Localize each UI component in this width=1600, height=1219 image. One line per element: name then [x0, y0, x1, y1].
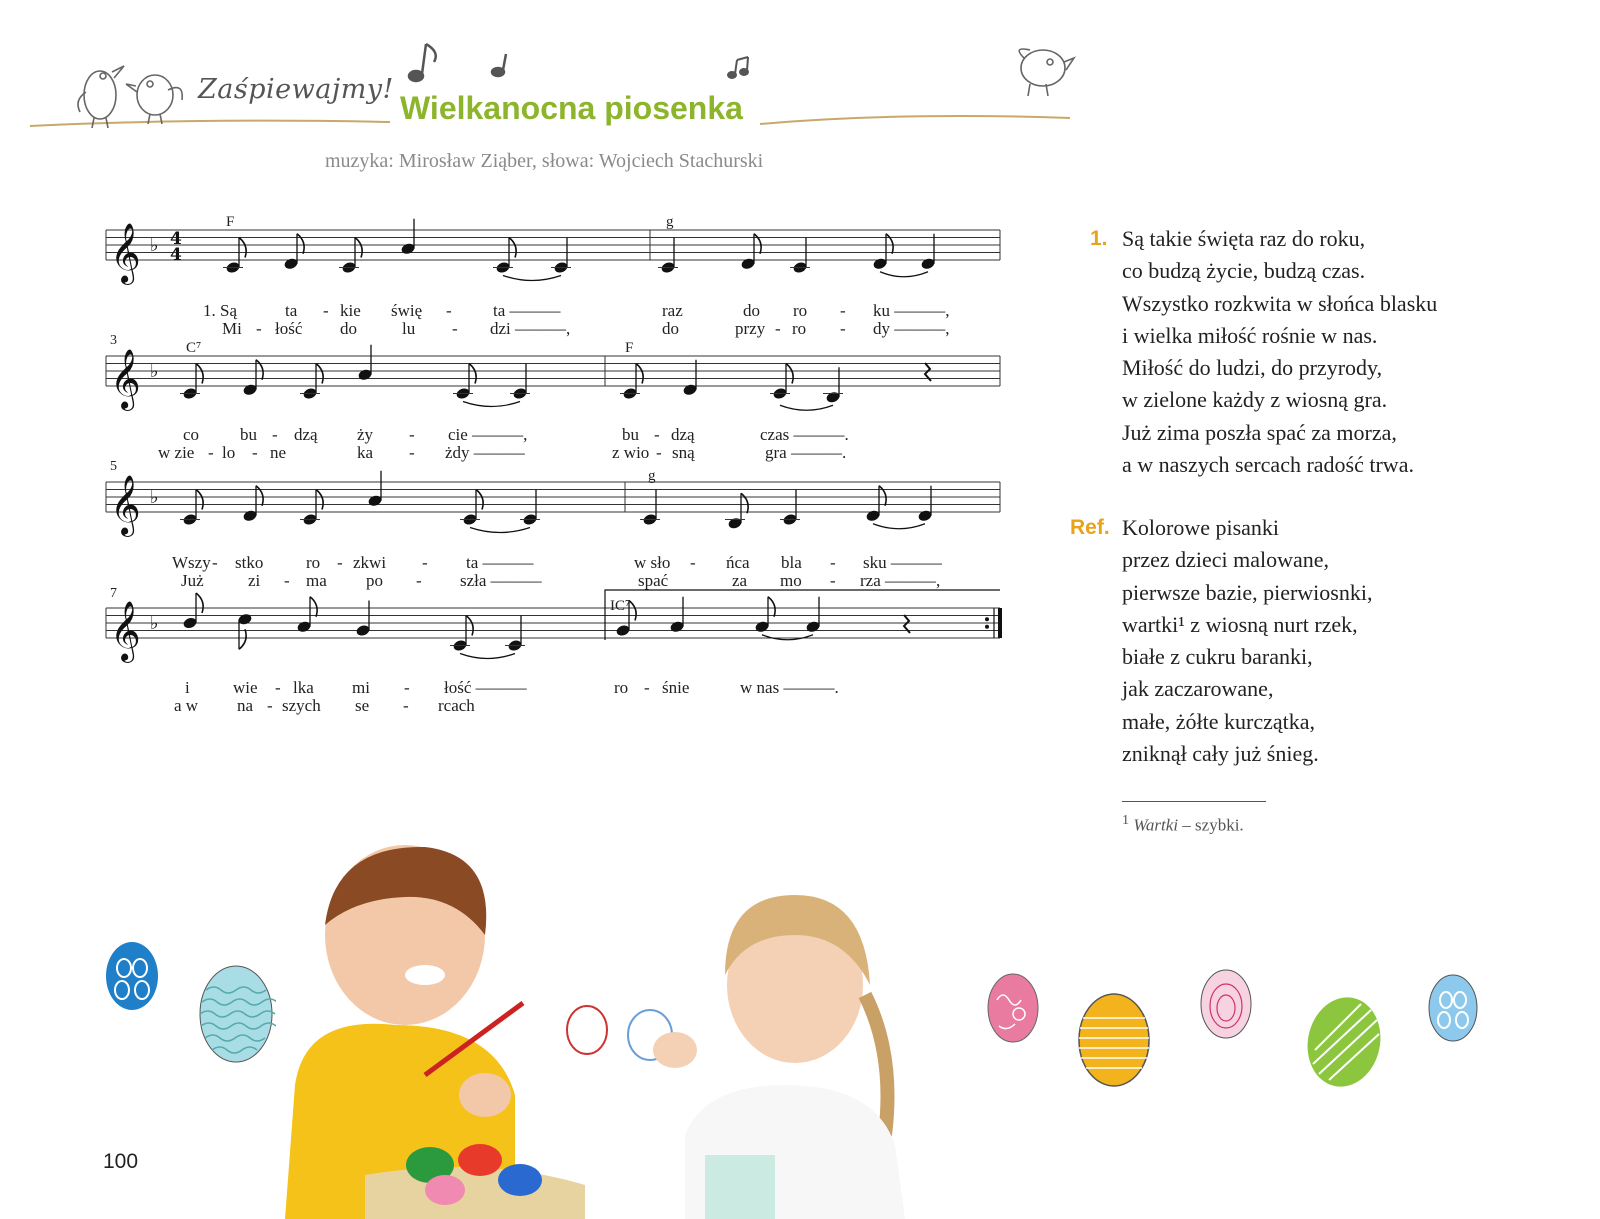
lyric-syllable: zkwi: [353, 553, 387, 572]
tie: [460, 654, 515, 659]
lyric-syllable: spać: [638, 571, 669, 590]
lyric-syllable: -: [452, 319, 458, 338]
lyric-syllable: -: [656, 443, 662, 462]
chord-symbol: F: [625, 340, 634, 356]
bird-doodle-icon: [1019, 49, 1074, 96]
lyric-syllable: stko: [235, 553, 264, 572]
lyric-syllable: -: [422, 553, 428, 572]
lyric-syllable: ro: [792, 319, 807, 338]
lyric-syllable: -: [409, 443, 415, 462]
easter-egg-turquoise-icon: [196, 960, 276, 1064]
song-title: Wielkanocna piosenka: [400, 90, 743, 126]
lyric-syllable: -: [208, 443, 214, 462]
verse-number: 1.: [1090, 227, 1108, 250]
verse-line: małe, żółte kurczątka,: [1122, 708, 1316, 734]
tie: [762, 635, 813, 640]
easter-egg-blue-icon: [104, 938, 160, 1012]
bar-number: 3: [110, 333, 117, 348]
treble-clef-icon: 𝄞: [110, 349, 141, 409]
lyric-syllable: czas ———.: [760, 425, 849, 444]
note-flag: [196, 490, 203, 510]
music-score: [0, 0, 1010, 720]
note-flag: [239, 238, 246, 258]
lyric-syllable: ro: [614, 678, 629, 697]
lyric-syllable: dzą: [671, 425, 695, 444]
lyric-syllable: ta ———: [466, 553, 534, 572]
tie: [880, 272, 928, 277]
lyric-syllable: dzi ———,: [490, 319, 571, 338]
easter-egg-lightblue-icon: [1426, 970, 1480, 1044]
lyric-syllable: do: [743, 301, 760, 320]
note-flag: [316, 364, 323, 384]
flat-sign-icon: ♭: [150, 486, 159, 508]
easter-egg-pink-icon: [985, 970, 1041, 1044]
note-flag: [355, 238, 362, 258]
repeat-dot: [985, 625, 989, 629]
lyric-syllable: -: [840, 301, 846, 320]
lyric-syllable: mo: [780, 571, 802, 590]
note-flag: [879, 486, 886, 506]
lyric-syllable: łość ———: [444, 678, 527, 697]
lyric-syllable: gra ———.: [765, 443, 847, 462]
tie: [463, 402, 520, 407]
lyric-syllable: -: [409, 425, 415, 444]
lyric-syllable: łość: [275, 319, 303, 338]
time-signature: 4: [170, 229, 182, 249]
refrain: [1122, 512, 1372, 770]
verse-line: jak zaczarowane,: [1122, 676, 1274, 702]
lyric-syllable: ży: [357, 425, 374, 444]
lyric-syllable: -: [775, 319, 781, 338]
lyric-syllable: sną: [672, 443, 695, 462]
lyric-syllable: a w: [174, 696, 199, 715]
tie: [503, 276, 561, 281]
lyric-syllable: żdy ———: [445, 443, 525, 462]
lyric-syllable: -: [416, 571, 422, 590]
verse-line: wartki¹ z wiosną nurt rzek,: [1122, 611, 1358, 637]
note-flag: [196, 593, 203, 613]
lyric-syllable: -: [690, 553, 696, 572]
lyric-syllable: ńca: [726, 553, 750, 572]
verse-line: zniknął cały już śnieg.: [1122, 741, 1319, 767]
lyric-syllable: zi: [248, 571, 261, 590]
chord-symbol: F: [226, 214, 235, 230]
lyric-syllable: -: [830, 571, 836, 590]
lyric-syllable: na: [237, 696, 254, 715]
verse-line: przez dzieci malowane,: [1122, 547, 1330, 573]
treble-clef-icon: 𝄞: [110, 223, 141, 283]
note-flag: [466, 616, 473, 636]
note-flag: [196, 364, 203, 384]
note-flag: [310, 597, 317, 617]
note-flag: [754, 234, 761, 254]
easter-egg-yellow-icon: [1075, 988, 1153, 1090]
lyric-syllable: -: [275, 678, 281, 697]
lyric-syllable: ne: [270, 443, 287, 462]
lyric-syllable: ku ———,: [873, 301, 950, 320]
verse-line: co budzą życie, budzą czas.: [1122, 258, 1366, 284]
lyric-syllable: kie: [340, 301, 361, 320]
lyric-syllable: ta: [285, 301, 298, 320]
lyric-syllable: dzą: [294, 425, 318, 444]
footnote-term: Wartki: [1133, 815, 1179, 835]
verse-1: [1122, 223, 1437, 481]
treble-clef-icon: 𝄞: [110, 475, 141, 535]
lyric-syllable: Mi: [222, 319, 242, 338]
lyric-syllable: -: [404, 678, 410, 697]
lyric-syllable: raz: [662, 301, 683, 320]
lyric-syllable: -: [654, 425, 660, 444]
verse-line: w zielone każdy z wiosną gra.: [1122, 387, 1388, 413]
repeat-dot: [985, 617, 989, 621]
footnote-divider: [1122, 801, 1266, 802]
lyric-syllable: lu: [402, 319, 416, 338]
note-flag: [239, 629, 246, 649]
verse-line: Miłość do ludzi, do przyrody,: [1122, 355, 1383, 381]
verse-line: Kolorowe pisanki: [1122, 515, 1280, 540]
lyric-syllable: co: [183, 425, 200, 444]
lyric-syllable: wie: [233, 678, 258, 697]
chord-symbol: C⁷: [186, 340, 202, 356]
lyric-syllable: -: [256, 319, 262, 338]
verse-line: białe z cukru baranki,: [1122, 644, 1313, 670]
note-flag: [316, 490, 323, 510]
lyric-syllable: do: [662, 319, 679, 338]
tie: [780, 405, 833, 410]
note-flag: [741, 493, 748, 513]
children-painting-eggs-photo: [285, 835, 925, 1219]
note-flag: [636, 364, 643, 384]
time-signature: 4: [170, 245, 182, 265]
verse-line: a w naszych sercach radość trwa.: [1122, 452, 1414, 478]
lyric-syllable: mi: [352, 678, 370, 697]
lyric-syllable: -: [284, 571, 290, 590]
chord-symbol: IC⁷: [610, 598, 631, 614]
note-flag: [476, 490, 483, 510]
chord-symbol: g: [666, 214, 674, 230]
note-flag: [256, 486, 263, 506]
lyric-syllable: -: [644, 678, 650, 697]
refrain-label: Ref.: [1070, 516, 1110, 539]
lyric-syllable: Już: [181, 571, 204, 590]
note-flag: [786, 364, 793, 384]
lyric-syllable: -: [252, 443, 258, 462]
lyric-syllable: i: [185, 678, 190, 697]
lyric-syllable: dy ———,: [873, 319, 950, 338]
lyric-syllable: sku ———: [863, 553, 942, 572]
lyric-syllable: -: [337, 553, 343, 572]
lyric-syllable: bu: [240, 425, 257, 444]
lyric-syllable: -: [212, 553, 218, 572]
lyric-syllable: w sło: [634, 553, 671, 572]
lyric-syllable: -: [840, 319, 846, 338]
verse-line: Są takie święta raz do roku,: [1122, 226, 1366, 251]
verse-line: Wszystko rozkwita w słońca blasku: [1122, 290, 1438, 316]
lyric-syllable: w zie: [158, 443, 195, 462]
lyric-syllable: ta ———: [493, 301, 561, 320]
verse-line: Już zima poszła spać za morza,: [1122, 419, 1397, 445]
verse-line: i wielka miłość rośnie w nas.: [1122, 322, 1378, 348]
note-flag: [297, 234, 304, 254]
footnote-marker: 1: [1122, 812, 1130, 828]
lyric-syllable: ro: [793, 301, 808, 320]
lyric-syllable: -: [267, 696, 273, 715]
page-number: 100: [103, 1150, 139, 1173]
lyric-syllable: -: [446, 301, 452, 320]
easter-egg-green-icon: [1305, 990, 1383, 1090]
lyric-syllable: szła ———: [460, 571, 542, 590]
lyric-syllable: rcach: [438, 696, 475, 715]
lyric-syllable: lka: [293, 678, 314, 697]
song-credits: muzyka: Mirosław Ziąber, słowa: Wojciech Stachurski: [325, 150, 764, 172]
verse-line: pierwsze bazie, pierwiosnki,: [1122, 579, 1373, 605]
lyric-syllable: śnie: [662, 678, 690, 697]
flat-sign-icon: ♭: [150, 234, 159, 256]
lyric-syllable: bla: [781, 553, 802, 572]
bar-number: 7: [110, 586, 117, 601]
flat-sign-icon: ♭: [150, 612, 159, 634]
lyric-syllable: przy: [735, 319, 766, 338]
note-flag: [509, 238, 516, 258]
lyric-syllable: za: [732, 571, 748, 590]
lyric-syllable: cie ———,: [448, 425, 528, 444]
lyric-syllable: ma: [306, 571, 327, 590]
lyric-syllable: do: [340, 319, 357, 338]
chord-symbol: g: [648, 468, 656, 484]
flat-sign-icon: ♭: [150, 360, 159, 382]
lyric-syllable: -: [272, 425, 278, 444]
lyric-syllable: bu: [622, 425, 639, 444]
lyric-syllable: se: [355, 696, 370, 715]
lyric-syllable: -: [403, 696, 409, 715]
footnote: [1122, 812, 1244, 836]
note-flag: [469, 364, 476, 384]
tie: [873, 524, 925, 529]
lyric-syllable: w nas ———.: [740, 678, 839, 697]
note-flag: [768, 597, 775, 617]
tie: [470, 528, 530, 533]
section-label: Zaśpiewajmy!: [198, 74, 394, 105]
easter-egg-lightpink-icon: [1198, 966, 1254, 1040]
lyric-syllable: z wio: [612, 443, 650, 462]
footnote-definition: – szybki.: [1178, 815, 1244, 835]
lyric-syllable: ro: [306, 553, 321, 572]
note-flag: [886, 234, 893, 254]
lyric-syllable: świę: [391, 301, 423, 320]
lyric-syllable: 1. Są: [203, 301, 237, 320]
lyric-syllable: Wszy: [172, 553, 211, 572]
lyric-syllable: ka: [357, 443, 374, 462]
lyric-syllable: rza ———,: [860, 571, 941, 590]
bar-number: 5: [110, 459, 117, 474]
lyric-syllable: -: [323, 301, 329, 320]
note-flag: [256, 360, 263, 380]
lyric-syllable: lo: [222, 443, 236, 462]
treble-clef-icon: 𝄞: [110, 601, 141, 661]
lyric-syllable: -: [830, 553, 836, 572]
lyric-syllable: szych: [282, 696, 321, 715]
lyric-syllable: po: [366, 571, 383, 590]
